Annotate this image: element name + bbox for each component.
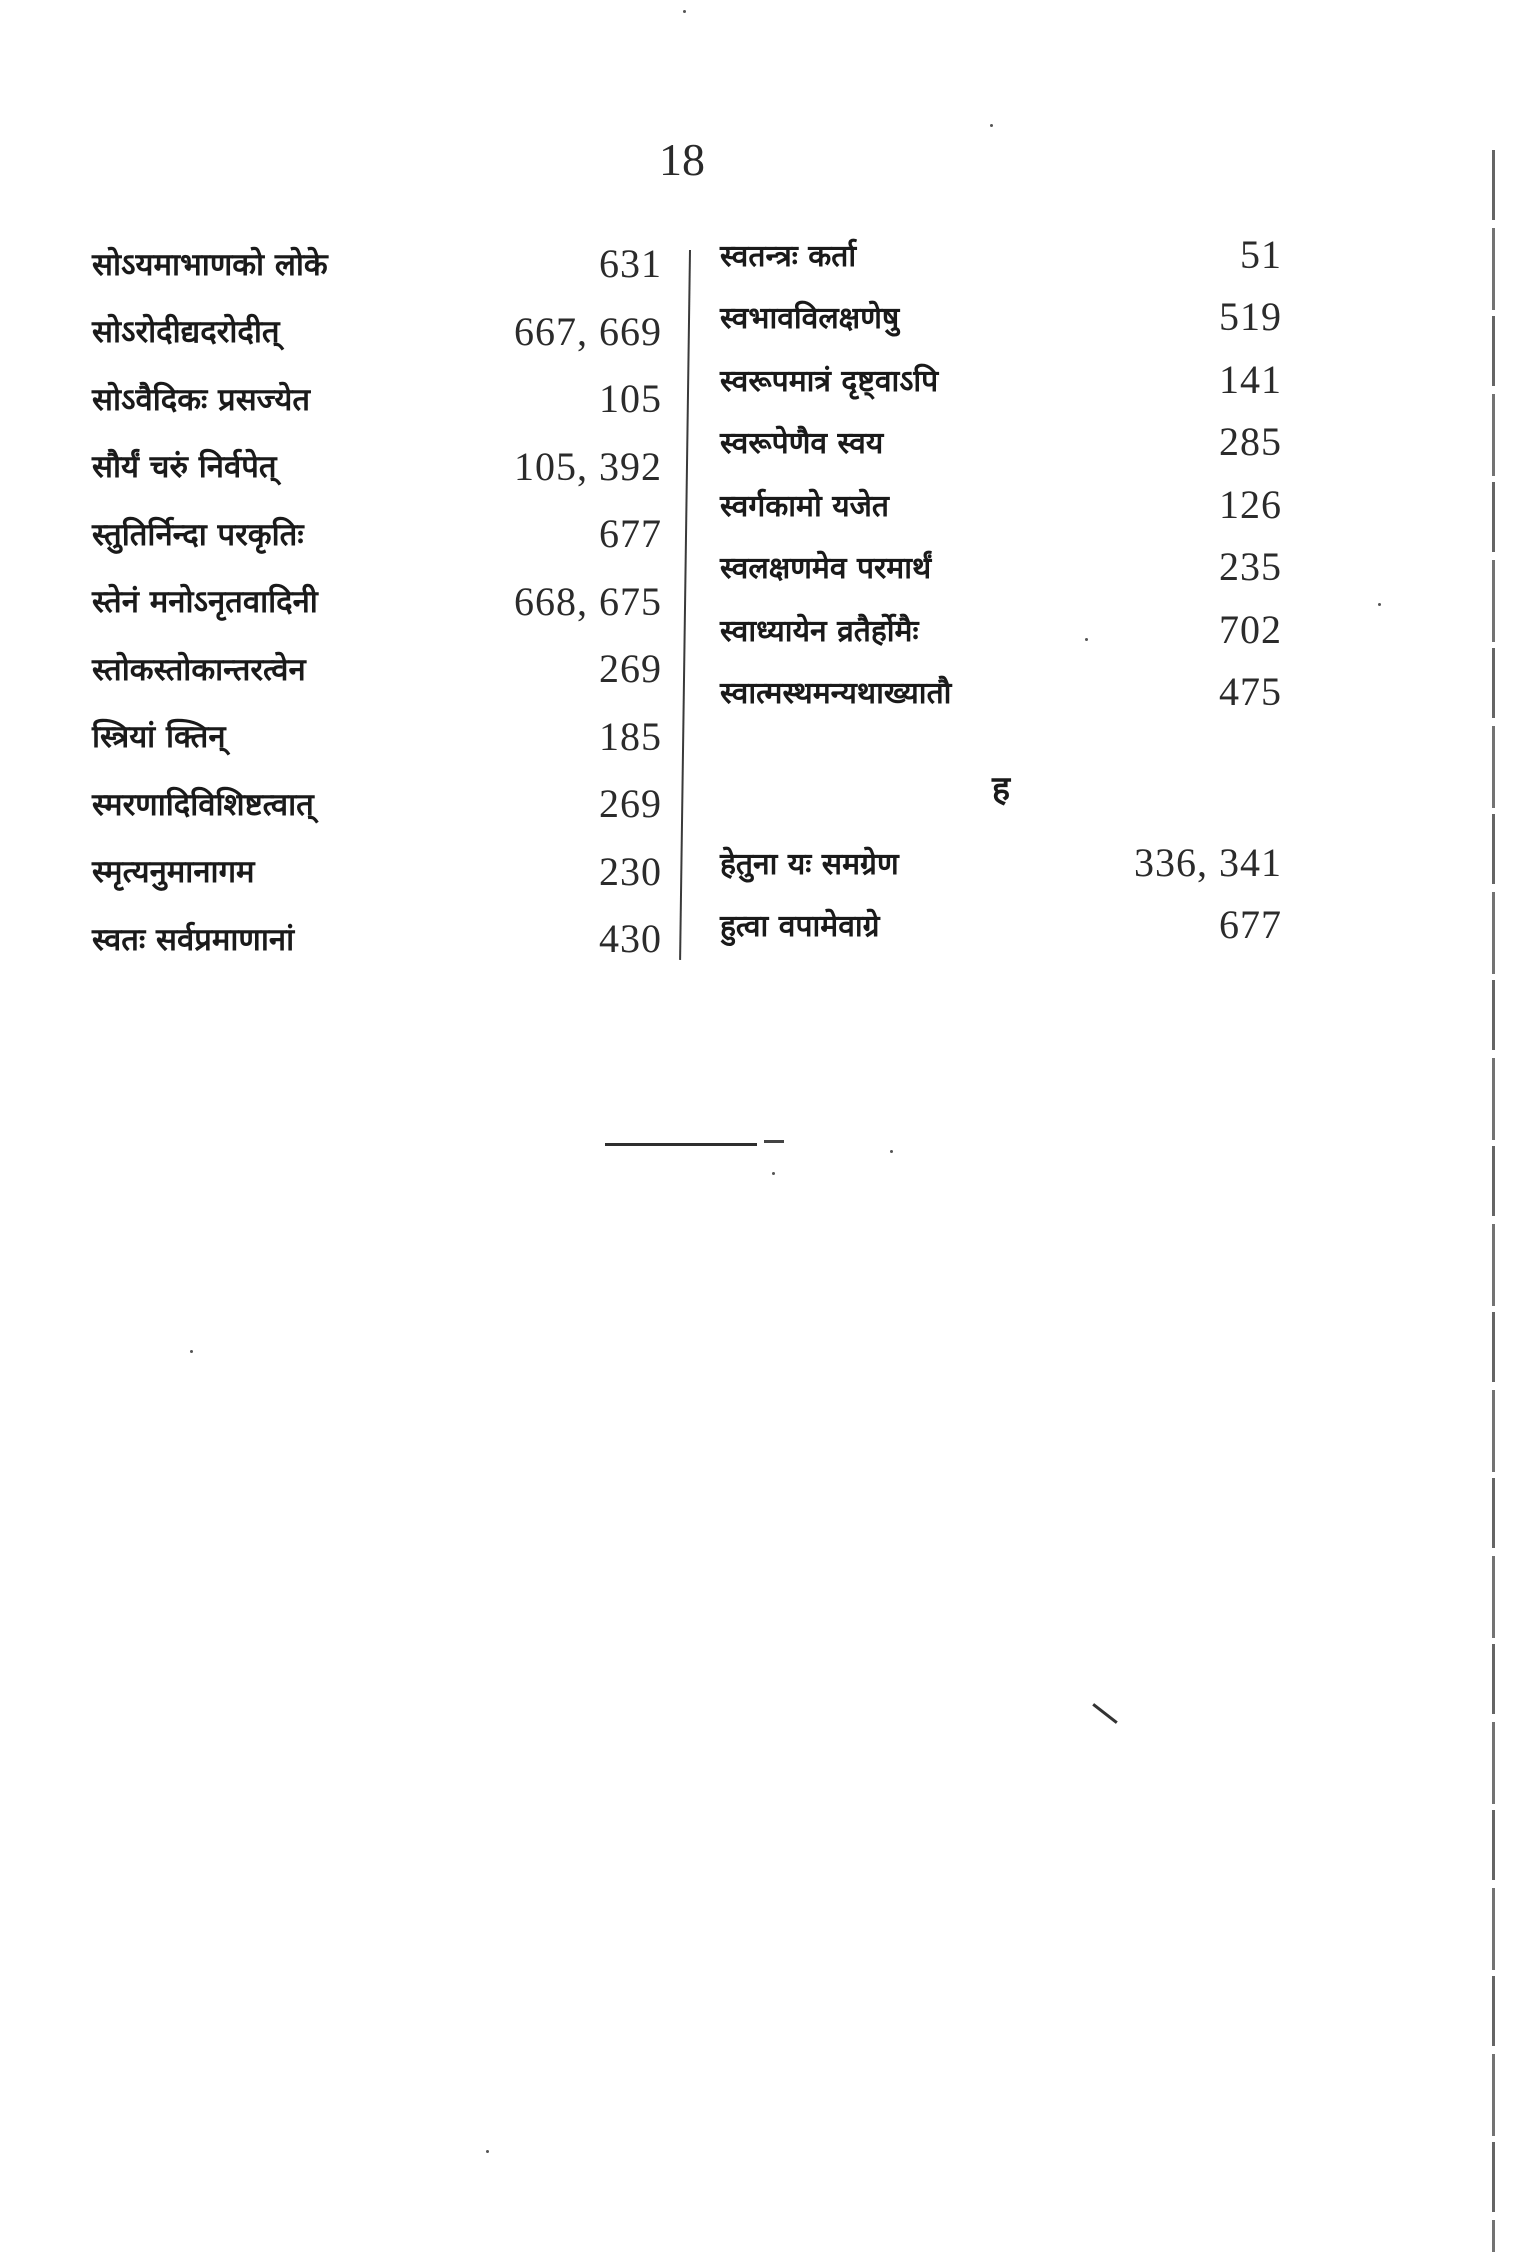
page-reference: 105, 392 bbox=[514, 443, 662, 489]
index-entry bbox=[92, 500, 662, 568]
index-entry bbox=[92, 905, 662, 973]
scan-speck bbox=[486, 2150, 489, 2153]
index-entry bbox=[720, 411, 1282, 474]
index-term: स्वाध्यायेन व्रतैर्होमैः bbox=[720, 613, 919, 649]
page-reference: 105 bbox=[599, 376, 662, 422]
index-entry bbox=[92, 433, 662, 501]
page-reference: 126 bbox=[1219, 481, 1282, 527]
index-entry bbox=[720, 348, 1282, 411]
page-reference: 702 bbox=[1219, 606, 1282, 652]
page-reference: 475 bbox=[1219, 669, 1282, 715]
index-term: स्वतन्त्रः कर्ता bbox=[720, 238, 857, 274]
scan-binding-edge bbox=[1492, 150, 1495, 2252]
index-entry bbox=[92, 230, 662, 298]
index-term: स्मरणादिविशिष्टत्वात् bbox=[92, 786, 314, 823]
scan-speck bbox=[1085, 638, 1088, 641]
index-entry bbox=[720, 893, 1282, 955]
index-term: स्वरूपेणैव स्वय bbox=[720, 426, 884, 462]
index-term: स्तेनं मनोऽनृतवादिनी bbox=[92, 584, 318, 621]
scan-speck bbox=[683, 10, 686, 13]
index-column-right bbox=[720, 223, 1282, 955]
page-reference: 677 bbox=[1219, 901, 1282, 947]
index-term: सोऽवैदिकः प्रसज्येत bbox=[92, 381, 311, 418]
index-term: स्तुतिर्निन्दा परकृतिः bbox=[92, 516, 304, 553]
column-divider bbox=[679, 250, 691, 960]
index-entry bbox=[720, 536, 1282, 599]
index-entry bbox=[92, 298, 662, 366]
index-column-left bbox=[92, 230, 662, 973]
page-reference: 141 bbox=[1219, 356, 1282, 402]
index-term: सोऽरोदीद्यदरोदीत् bbox=[92, 314, 280, 351]
page-reference: 269 bbox=[599, 781, 662, 827]
scan-speck bbox=[1378, 603, 1381, 606]
index-term: हेतुना यः समग्रेण bbox=[720, 846, 899, 882]
end-rule-tail bbox=[764, 1140, 784, 1143]
page-reference: 667, 669 bbox=[514, 308, 662, 354]
index-entry bbox=[92, 568, 662, 636]
scan-speck bbox=[772, 1172, 775, 1175]
index-term: स्मृत्यनुमानागम bbox=[92, 854, 255, 891]
scan-mark bbox=[1092, 1703, 1117, 1724]
index-term: सौर्यं चरुं निर्वपेत् bbox=[92, 449, 277, 486]
index-entry bbox=[720, 286, 1282, 349]
index-term: स्वतः सर्वप्रमाणानां bbox=[92, 921, 295, 958]
index-term: स्वलक्षणमेव परमार्थं bbox=[720, 551, 932, 587]
index-entry bbox=[92, 703, 662, 771]
index-entry bbox=[720, 831, 1282, 893]
page-number: 18 bbox=[659, 134, 705, 185]
page-reference: 285 bbox=[1219, 419, 1282, 465]
index-term: स्वरूपमात्रं दृष्ट्वाऽपि bbox=[720, 363, 939, 399]
page-reference: 519 bbox=[1219, 294, 1282, 340]
page-reference: 631 bbox=[599, 241, 662, 287]
page-reference: 230 bbox=[599, 848, 662, 894]
page-reference: 269 bbox=[599, 646, 662, 692]
scan-speck bbox=[890, 1150, 893, 1153]
page-reference: 51 bbox=[1240, 231, 1282, 277]
index-entry bbox=[92, 635, 662, 703]
index-entry bbox=[92, 838, 662, 906]
section-heading: ह bbox=[991, 769, 1011, 809]
page-reference: 430 bbox=[599, 916, 662, 962]
scan-speck bbox=[990, 124, 993, 127]
page-reference: 668, 675 bbox=[514, 578, 662, 624]
page-reference: 677 bbox=[599, 511, 662, 557]
page-reference: 336, 341 bbox=[1134, 839, 1282, 885]
index-entry bbox=[720, 661, 1282, 724]
index-term: हुत्वा वपामेवाग्रे bbox=[720, 908, 880, 944]
index-term: स्वभावविलक्षणेषु bbox=[720, 301, 900, 337]
page-reference: 185 bbox=[599, 713, 662, 759]
index-term: स्त्रियां क्तिन् bbox=[92, 719, 226, 756]
index-entry bbox=[720, 473, 1282, 536]
index-entry bbox=[92, 770, 662, 838]
end-rule bbox=[605, 1143, 757, 1146]
index-entry bbox=[92, 365, 662, 433]
index-term: स्तोकस्तोकान्तरत्वेन bbox=[92, 651, 306, 688]
scan-speck bbox=[190, 1350, 193, 1353]
index-entry bbox=[720, 598, 1282, 661]
index-term: स्वर्गकामो यजेत bbox=[720, 488, 889, 524]
index-term: स्वात्मस्थमन्यथाख्यातौ bbox=[720, 676, 952, 712]
index-term: सोऽयमाभाणको लोके bbox=[92, 246, 328, 283]
index-entry bbox=[720, 223, 1282, 286]
page-reference: 235 bbox=[1219, 544, 1282, 590]
